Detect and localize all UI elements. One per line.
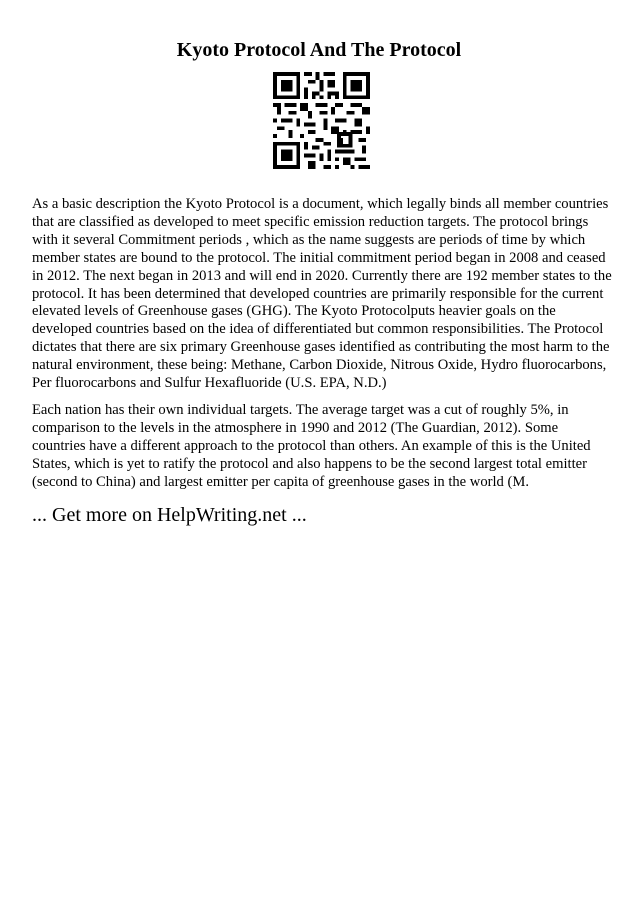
qr-code-icon [273, 72, 370, 169]
body-paragraph-1: As a basic description the Kyoto Protocol is a document, which legally binds all member countries that are classified as developed to meet specific emission reduction targets. The protocol brings with it several Commitment periods , which as the name suggests are periods of time by which member states are bound to the protocol. The initial commitment period began in 2008 and ceased in 2012. The next began in 2013 and will end in 2020. Currently there are 192 member states to the protocol. It has been determined that developed countries are primarily responsible for the current elevated levels of Greenhouse gases (GHG). The Kyoto Protocolputs heavier goals on the developed countries based on the idea of differentiated but common responsibilities. The Protocol dictates that there are six primary Greenhouse gases identified as contributing the most harm to the natural environment, these being: Methane, Carbon Dioxide, Nitrous Oxide, Hydro fluorocarbons, Per fluorocarbons and Sulfur Hexafluoride (U.S. EPA, N.D.) [32, 196, 612, 392]
get-more-link[interactable]: ... Get more on HelpWriting.net ... [32, 504, 307, 526]
page-title: Kyoto Protocol And The Protocol [176, 39, 462, 61]
body-paragraph-2: Each nation has their own individual targets. The average target was a cut of roughly 5%, in comparison to the levels in the atmosphere in 1990 and 2012 (The Guardian, 2012). Some countries have a different approach to the protocol than others. An example of this is the United States, which is yet to ratify the protocol and also happens to be the second largest total emitter (second to China) and largest emitter per capita of greenhouse gases in the world (M. [32, 402, 591, 490]
